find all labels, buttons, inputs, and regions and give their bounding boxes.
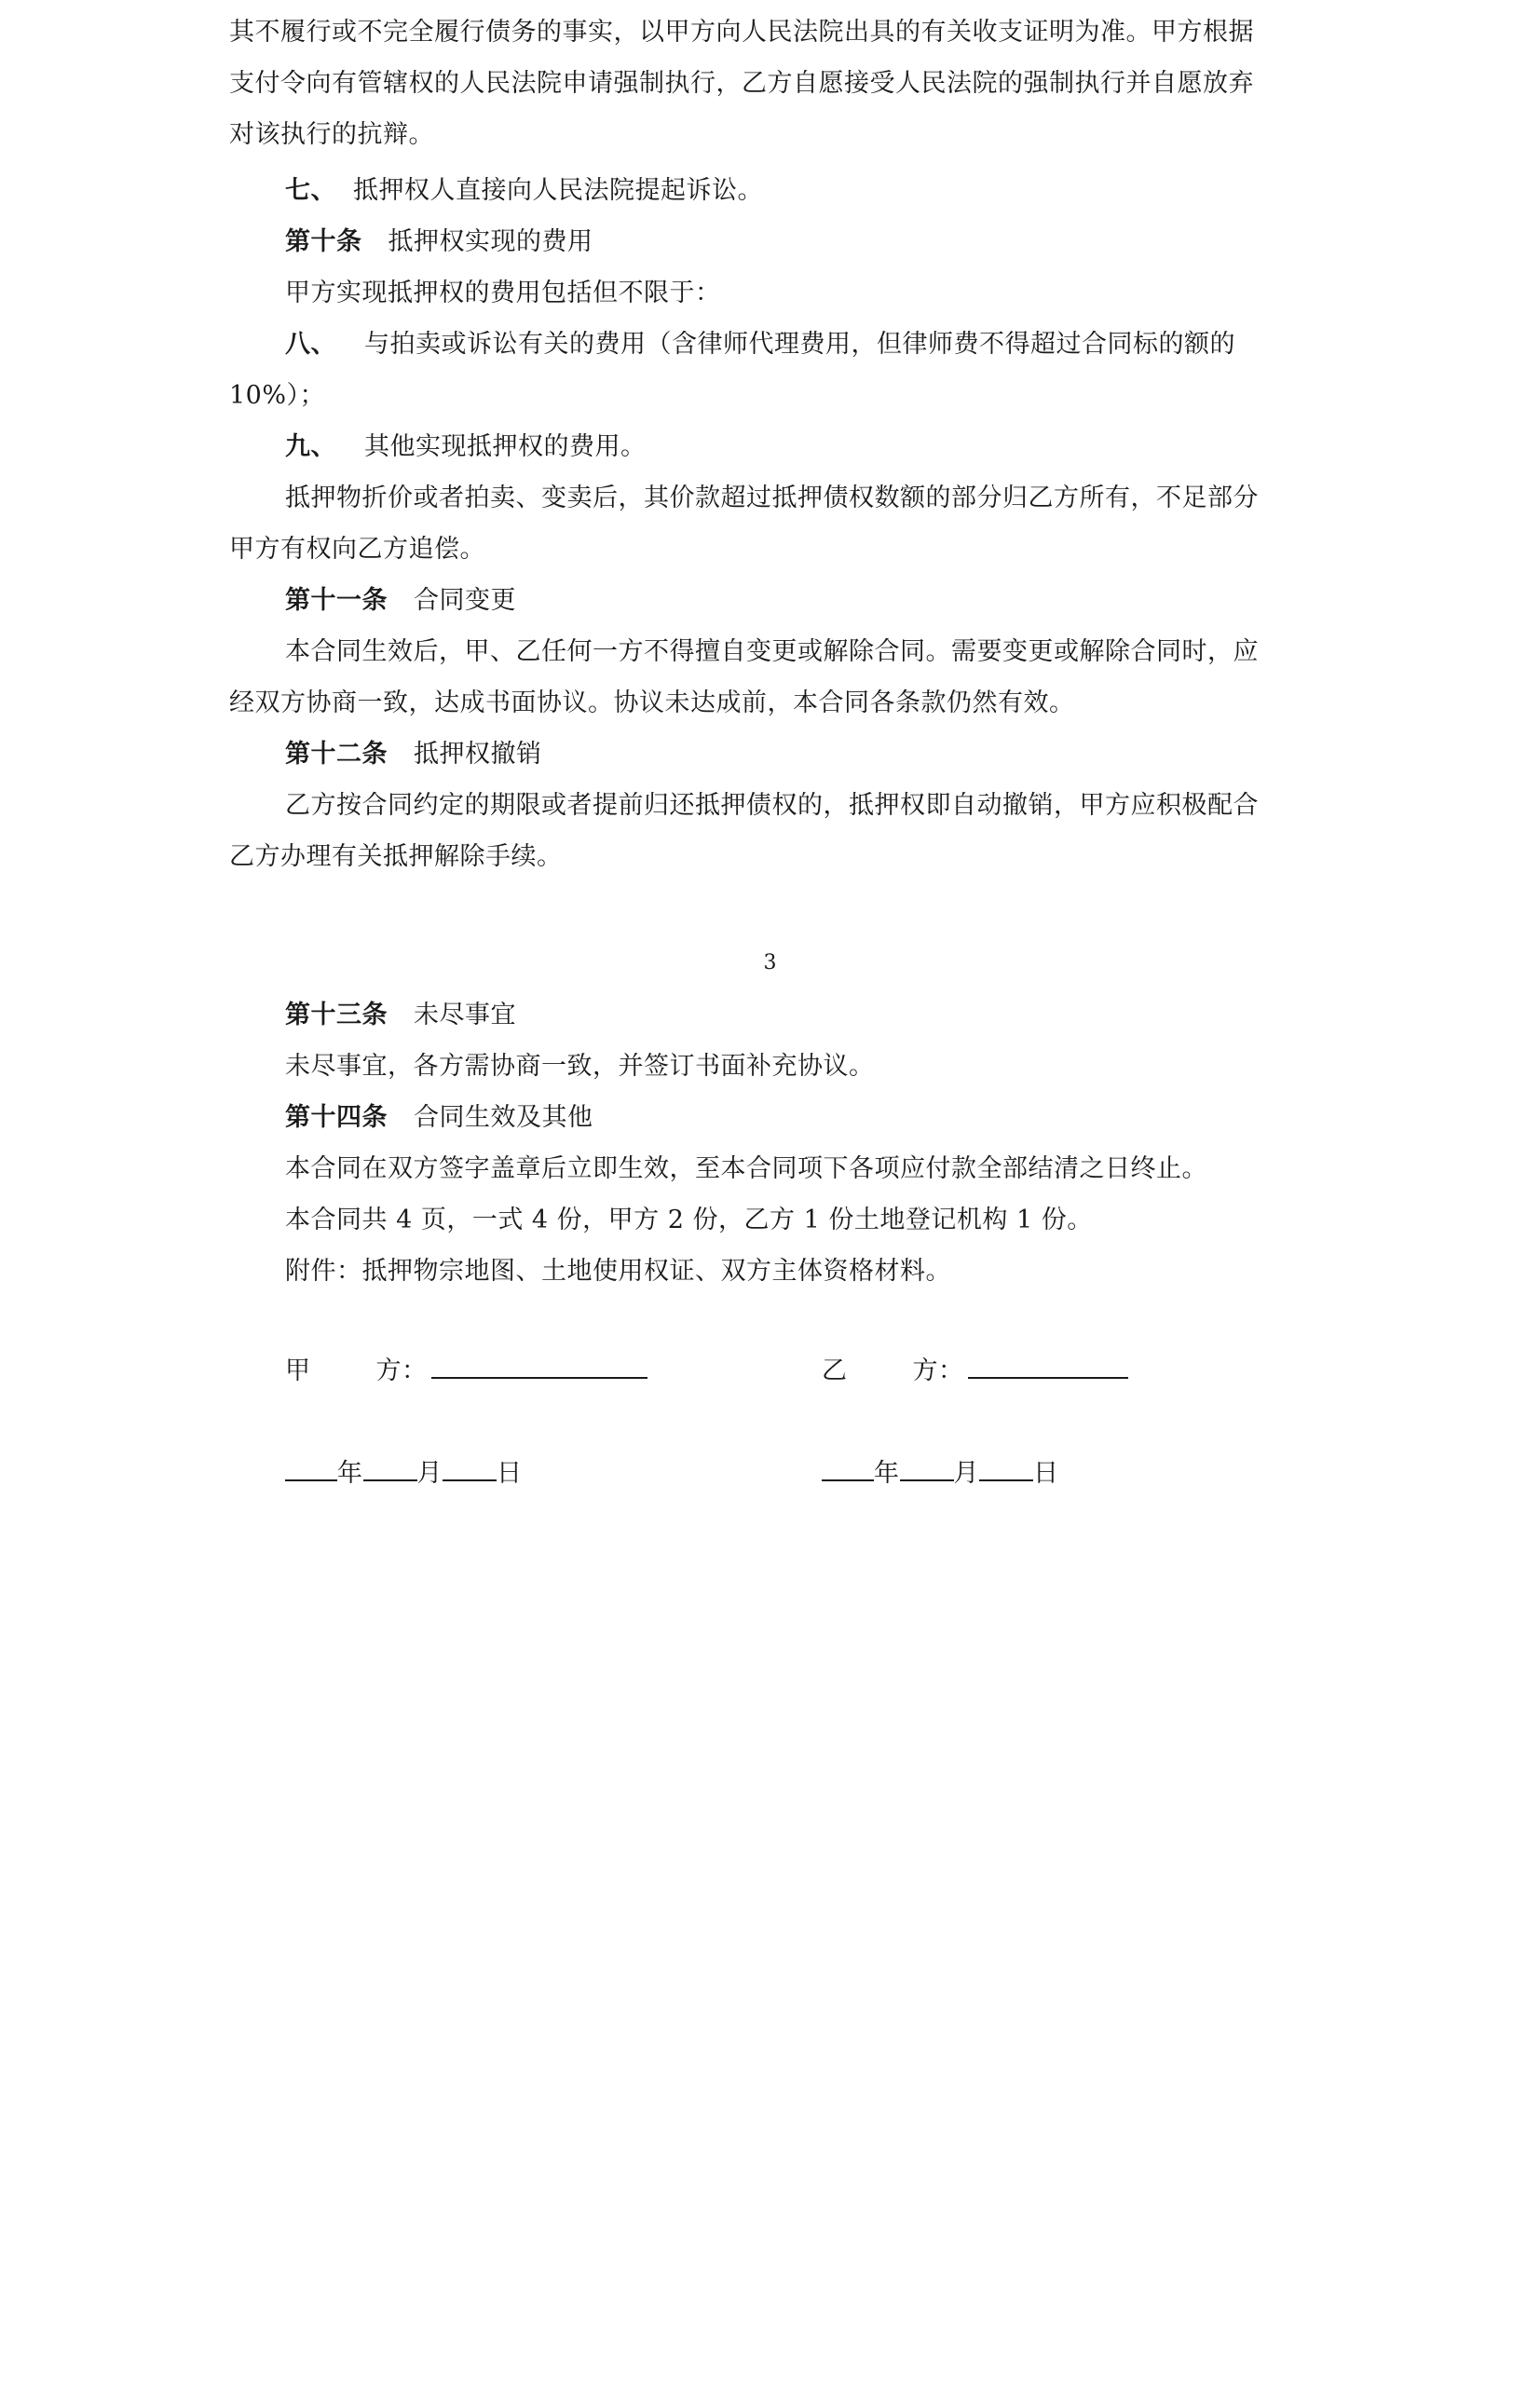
day-blank[interactable]	[443, 1455, 497, 1481]
month-blank[interactable]	[363, 1455, 417, 1481]
list-item-text: 其他实现抵押权的费用。	[364, 432, 647, 461]
year-label: 年	[874, 1459, 900, 1488]
paragraph-line: 甲方实现抵押权的费用包括但不限于：	[285, 279, 721, 307]
party-b-label-2: 方：	[912, 1356, 964, 1385]
article-title: 合同变更	[414, 586, 516, 615]
party-a-signature-blank[interactable]	[431, 1353, 647, 1379]
list-item-text: 抵押权人直接向人民法院提起诉讼。	[353, 176, 763, 205]
paragraph-line: 抵押物折价或者拍卖、变卖后，其价款超过抵押债权数额的部分归乙方所有，不足部分	[285, 484, 1259, 512]
article-number: 第十四条	[285, 1103, 388, 1132]
paragraph-line: 本合同在双方签字盖章后立即生效，至本合同项下各项应付款全部结清之日终止。	[285, 1154, 1207, 1183]
party-a-label-1: 甲	[285, 1356, 311, 1385]
article-11-heading	[285, 582, 516, 620]
party-b-signature	[822, 1353, 1128, 1390]
list-item-text: 与拍卖或诉讼有关的费用（含律师代理费用，但律师费不得超过合同标的额的	[364, 330, 1235, 359]
paragraph-line: 附件：抵押物宗地图、土地使用权证、双方主体资格材料。	[285, 1257, 951, 1286]
paragraph-line: 本合同生效后，甲、乙任何一方不得擅自变更或解除合同。需要变更或解除合同时，应	[285, 637, 1259, 666]
list-item-8	[285, 326, 1235, 363]
party-a-label-2: 方：	[375, 1356, 428, 1385]
list-item-9	[285, 429, 647, 466]
party-a-date	[285, 1455, 523, 1492]
paragraph-line: 支付令向有管辖权的人民法院申请强制执行，乙方自愿接受人民法院的强制执行并自愿放弃	[229, 69, 1254, 98]
day-label: 日	[1033, 1459, 1059, 1488]
party-b-date	[822, 1455, 1059, 1492]
article-number: 第十二条	[285, 740, 388, 769]
paragraph-line: 对该执行的抗辩。	[229, 120, 434, 149]
article-13-heading	[285, 997, 516, 1034]
day-blank[interactable]	[979, 1455, 1033, 1481]
page-number: 3	[763, 951, 777, 974]
list-item-number: 七、	[285, 176, 336, 205]
year-blank[interactable]	[285, 1455, 337, 1481]
article-10-heading	[285, 224, 593, 261]
article-14-heading	[285, 1099, 593, 1137]
article-title: 抵押权实现的费用	[388, 227, 593, 256]
paragraph-line: 乙方按合同约定的期限或者提前归还抵押债权的，抵押权即自动撤销，甲方应积极配合	[285, 791, 1259, 820]
year-label: 年	[337, 1459, 363, 1488]
year-blank[interactable]	[822, 1455, 874, 1481]
party-b-signature-blank[interactable]	[968, 1353, 1128, 1379]
article-title: 未尽事宜	[414, 1001, 516, 1029]
day-label: 日	[497, 1459, 523, 1488]
party-a-signature	[285, 1353, 647, 1390]
article-title: 抵押权撤销	[414, 740, 542, 769]
list-item-number: 八、	[285, 330, 336, 359]
paragraph-line: 乙方办理有关抵押解除手续。	[229, 842, 563, 871]
article-12-heading	[285, 736, 542, 773]
paragraph-line: 甲方有权向乙方追偿。	[229, 535, 485, 564]
month-label: 月	[953, 1459, 979, 1488]
month-label: 月	[416, 1459, 443, 1488]
paragraph-line: 本合同共 4 页，一式 4 份，甲方 2 份，乙方 1 份土地登记机构 1 份。	[285, 1206, 1093, 1234]
paragraph-line: 经双方协商一致，达成书面协议。协议未达成前，本合同各条款仍然有效。	[229, 688, 1075, 717]
article-title: 合同生效及其他	[414, 1103, 593, 1132]
article-number: 第十条	[285, 227, 362, 256]
article-number: 第十一条	[285, 586, 388, 615]
article-number: 第十三条	[285, 1001, 388, 1029]
list-item-number: 九、	[285, 432, 336, 461]
list-item-7	[285, 172, 763, 210]
paragraph-line: 未尽事宜，各方需协商一致，并签订书面补充协议。	[285, 1052, 875, 1081]
party-b-label-1: 乙	[822, 1356, 848, 1385]
paragraph-line: 其不履行或不完全履行债务的事实，以甲方向人民法院出具的有关收支证明为准。甲方根据	[229, 18, 1254, 47]
month-blank[interactable]	[900, 1455, 954, 1481]
paragraph-line: 10%）；	[229, 381, 326, 410]
